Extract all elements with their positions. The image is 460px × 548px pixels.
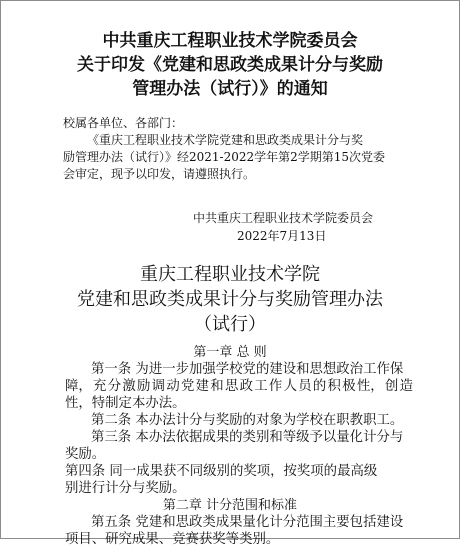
notice-title-line-1: 中共重庆工程职业技术学院委员会 (102, 31, 358, 51)
article-1-line-2-segment: 充 (93, 379, 107, 394)
notice-signature: 中共重庆工程职业技术学院委员会 (193, 211, 374, 225)
notice-body-line-3: 会审定，现予以印发，请遵照执行。 (63, 167, 256, 181)
article-1-line-2-segment: 励 (137, 379, 151, 394)
article-4-line-2: 别进行计分与奖励。 (65, 481, 186, 496)
notice-date: 2022年7月13日 (237, 229, 327, 243)
article-1-line-2-segment: 政 (239, 379, 253, 394)
notice-title-line-3: 管理办法（试行）》的通知 (132, 79, 328, 99)
article-1-line-2-segment: 思 (224, 379, 239, 394)
article-3-line-1: 第三条 本办法依据成果的类别和等级予以量化计分与 (91, 430, 404, 445)
article-1-line-2-segment: 动 (166, 379, 180, 394)
article-1-line-2-segment: 作 (268, 379, 283, 394)
notice-body-line-1: 《重庆工程职业技术学院党建和思政类成果计分与奖 (87, 133, 364, 147)
article-1-line-2-segment: 建 (195, 379, 210, 394)
article-1-line-2-segment: 激 (122, 379, 136, 394)
regulation-title-line-1: 重庆工程职业技术学院 (140, 264, 320, 285)
article-4-line-1: 第四条 同一成果获不同级别的奖项，按奖项的最高级 (65, 464, 378, 479)
article-1-line-2-segment: 分 (107, 379, 122, 394)
chapter-1-heading: 第一章 总 则 (193, 345, 267, 360)
article-2-line-1: 第二条 本办法计分与奖励的对象为学校在职教职工。 (91, 413, 404, 428)
notice-body-line-2: 励管理办法（试行）》经2021-2022学年第2学期第15次党委 (63, 150, 386, 164)
article-1-line-2-segment: 调 (151, 379, 166, 394)
article-5-line-2: 项目、研究成果、竞赛获奖等类别。 (65, 532, 280, 547)
article-1-line-2-segment: 造 (399, 379, 413, 394)
article-1-line-2-segment: 障， (65, 379, 92, 394)
notice-title-line-2: 关于印发《党建和思政类成果计分与奖励 (77, 55, 383, 75)
article-5-line-1: 第五条 党建和思政类成果量化计分范围主要包括建设 (91, 515, 404, 530)
chapter-2-heading: 第二章 计分范围和标准 (162, 498, 298, 513)
regulation-title-line-3: （试行） (194, 314, 266, 335)
article-1-line-1: 第一条 为进一步加强学校党的建设和思想政治工作保 (91, 362, 404, 377)
article-1-line-2-segment: 和 (210, 379, 224, 394)
article-1-line-3: 性，特制定本办法。 (65, 396, 186, 411)
article-1-line-2-segment: 人 (283, 379, 297, 394)
article-1-line-2-segment: 创 (384, 379, 399, 394)
article-1-line-2-segment: 员 (298, 379, 312, 394)
article-1-line-2 (65, 379, 413, 395)
notice-salutation: 校属各单位、各部门： (63, 116, 184, 130)
article-1-line-2-segment: 积 (327, 379, 341, 394)
article-1-line-2-segment: 性， (356, 379, 384, 394)
article-1-line-2-segment: 的 (312, 379, 327, 394)
article-1-line-2-segment: 极 (342, 379, 356, 394)
article-3-line-2: 奖励。 (65, 447, 106, 462)
regulation-title-line-2: 党建和思政类成果计分与奖励管理办法 (77, 289, 383, 310)
article-1-line-2-segment: 工 (254, 379, 268, 394)
article-1-line-2-segment: 党 (180, 379, 195, 394)
